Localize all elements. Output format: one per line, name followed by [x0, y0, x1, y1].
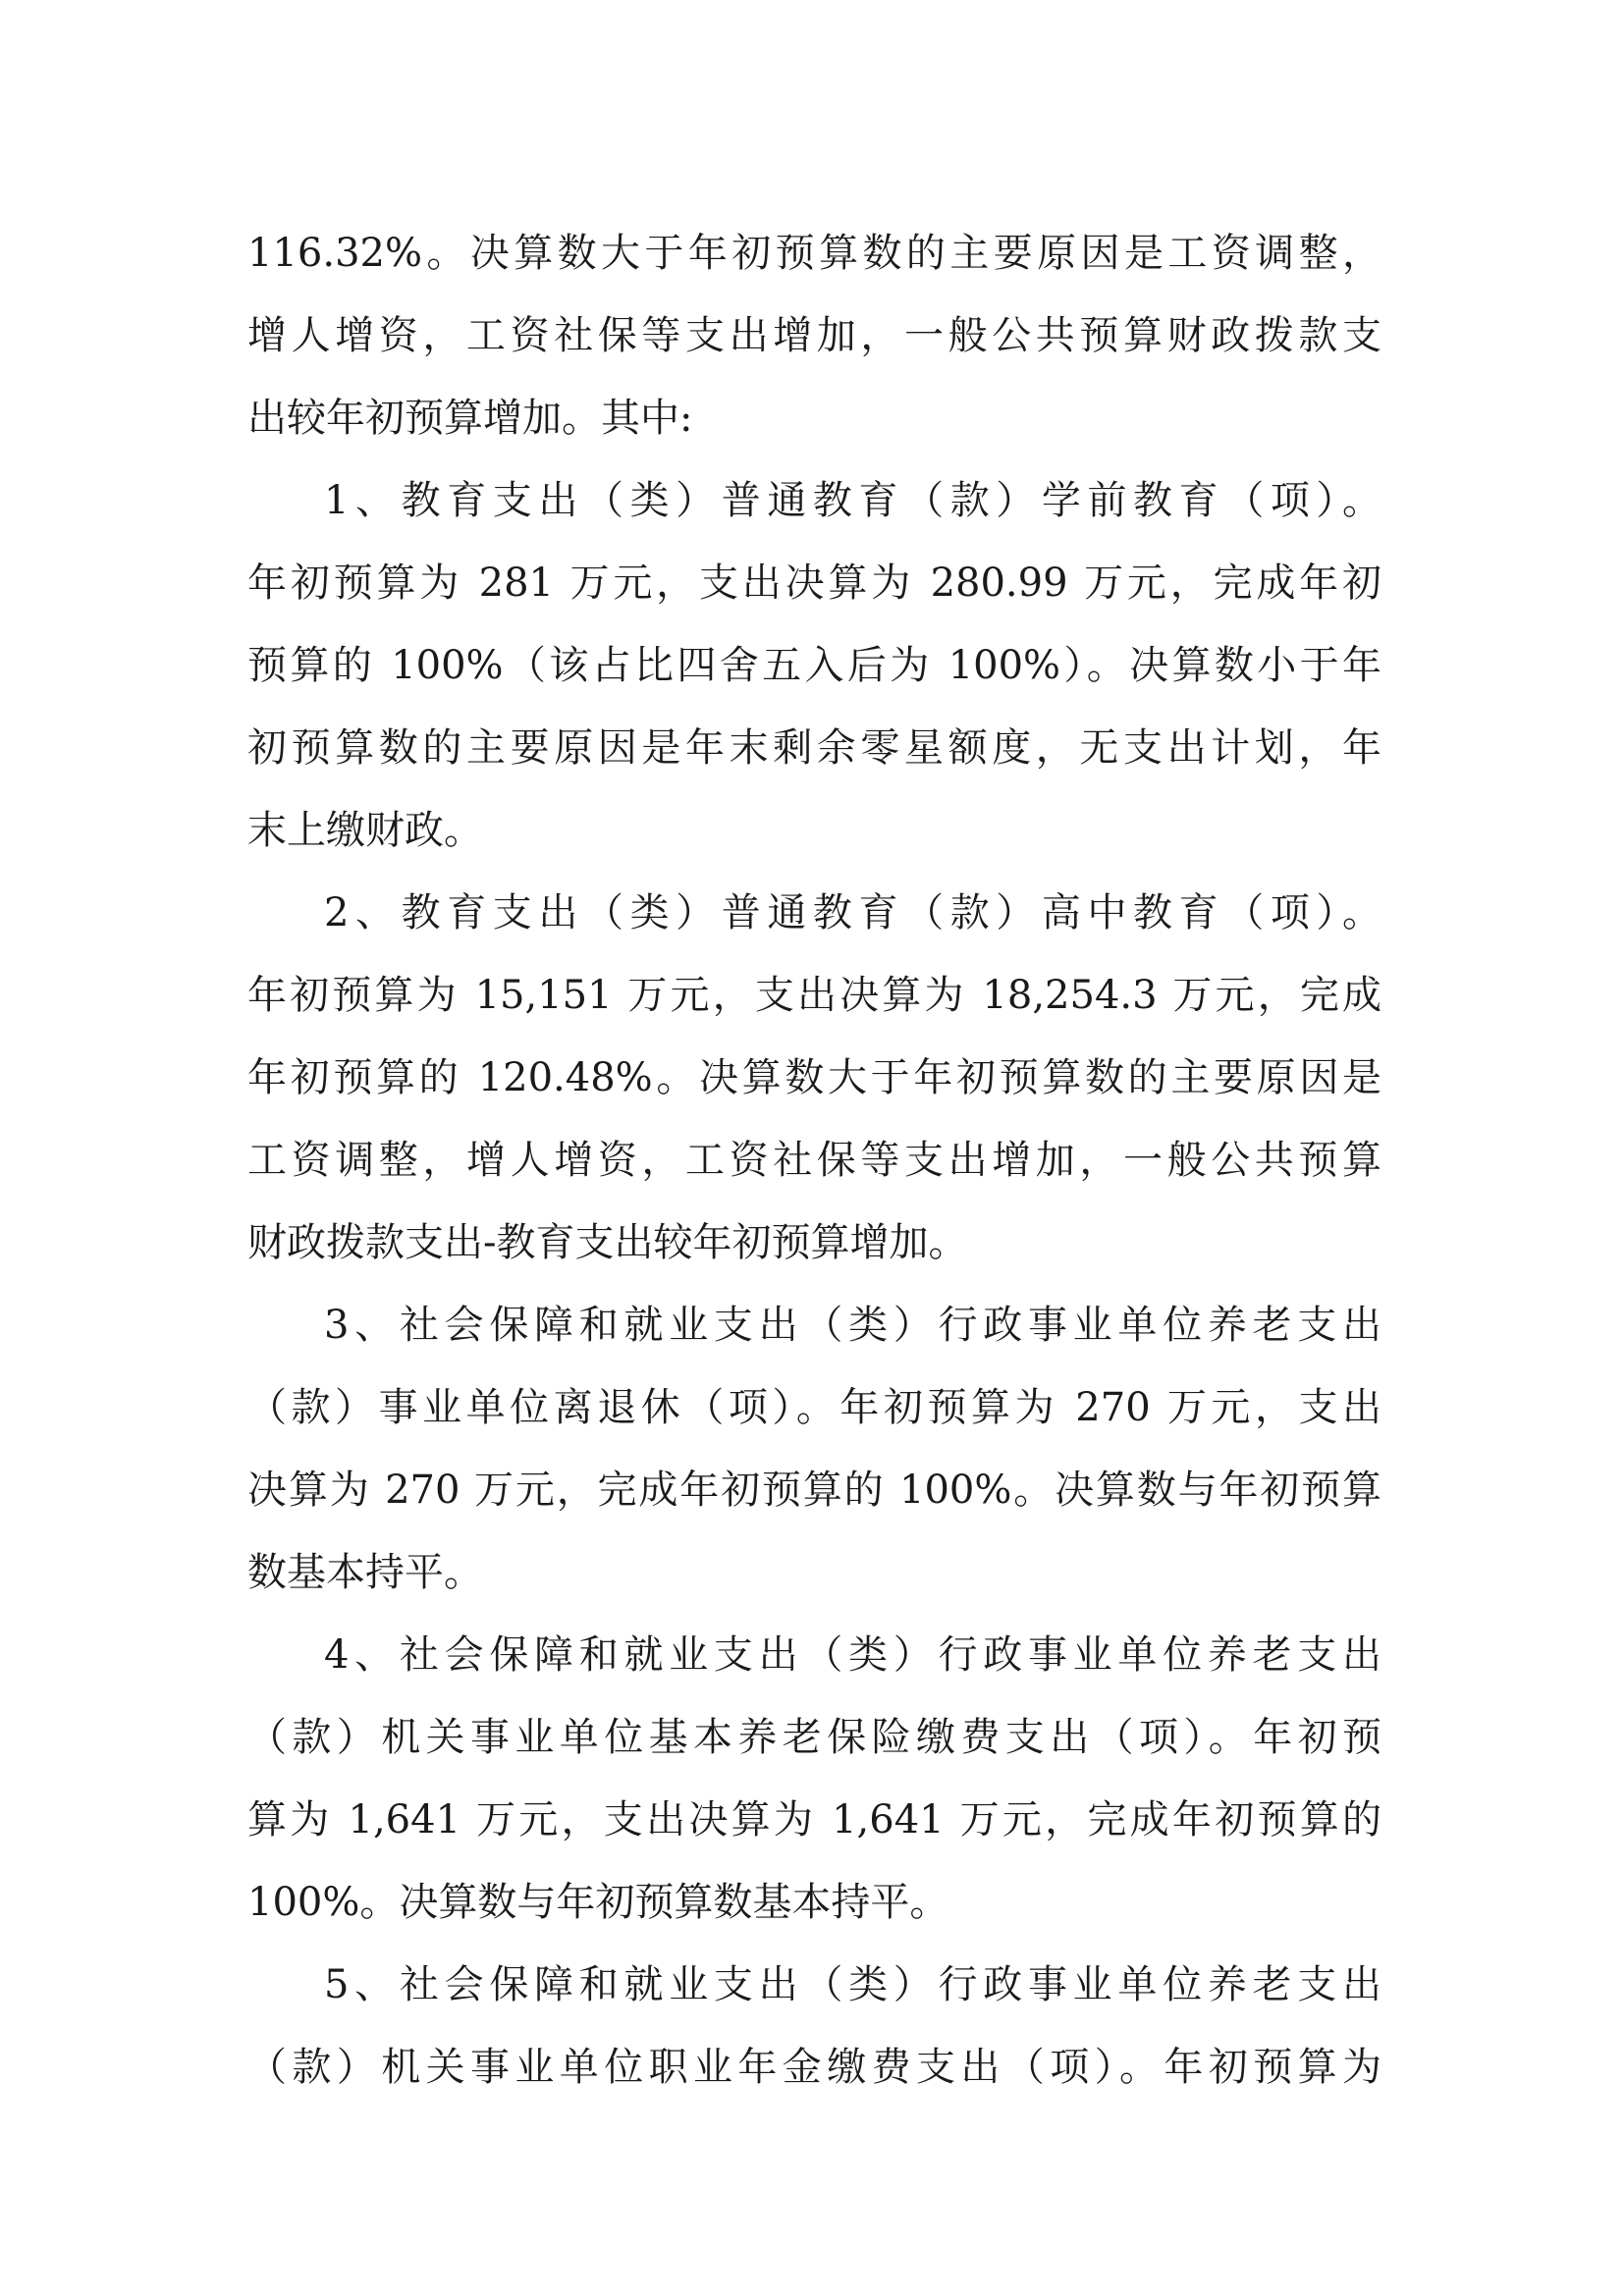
- text-line: 100%。决算数与年初预算数基本持平。: [247, 1880, 949, 1925]
- text-line: 116.32%。决算数大于年初预算数的主要原因是工资调整，: [247, 231, 1381, 276]
- text-line: 2、教育支出（类）普通教育（款）高中教育（项）。: [324, 890, 1381, 935]
- text-line: （款）机关事业单位基本养老保险缴费支出（项）。年初预: [247, 1715, 1381, 1760]
- text-line: 数基本持平。: [247, 1550, 483, 1595]
- text-line: 年初预算的 120.48%。决算数大于年初预算数的主要原因是: [247, 1055, 1381, 1100]
- text-line: （款）机关事业单位职业年金缴费支出（项）。年初预算为: [247, 2045, 1381, 2090]
- text-line: 5、社会保障和就业支出（类）行政事业单位养老支出: [324, 1962, 1381, 2007]
- text-line: （款）事业单位离退休（项）。年初预算为 270 万元，支出: [247, 1385, 1381, 1430]
- text-line: 初预算数的主要原因是年末剩余零星额度，无支出计划，年: [247, 725, 1381, 771]
- text-line: 年初预算为 15,151 万元，支出决算为 18,254.3 万元，完成: [247, 973, 1381, 1018]
- text-line: 年初预算为 281 万元，支出决算为 280.99 万元，完成年初: [247, 561, 1381, 606]
- text-line: 1、教育支出（类）普通教育（款）学前教育（项）。: [324, 478, 1381, 523]
- text-line: 4、社会保障和就业支出（类）行政事业单位养老支出: [324, 1632, 1381, 1678]
- text-line: 3、社会保障和就业支出（类）行政事业单位养老支出: [324, 1303, 1381, 1348]
- text-line: 决算为 270 万元，完成年初预算的 100%。决算数与年初预算: [247, 1468, 1381, 1513]
- text-line: 算为 1,641 万元，支出决算为 1,641 万元，完成年初预算的: [247, 1797, 1381, 1842]
- text-line: 增人增资，工资社保等支出增加，一般公共预算财政拨款支: [247, 313, 1381, 358]
- text-line: 末上缴财政。: [247, 808, 483, 853]
- text-line: 出较年初预算增加。其中:: [247, 396, 693, 441]
- text-line: 工资调整，增人增资，工资社保等支出增加，一般公共预算: [247, 1138, 1381, 1183]
- text-line: 预算的 100%（该占比四舍五入后为 100%）。决算数小于年: [247, 643, 1381, 688]
- text-line: 财政拨款支出-教育支出较年初预算增加。: [247, 1220, 968, 1265]
